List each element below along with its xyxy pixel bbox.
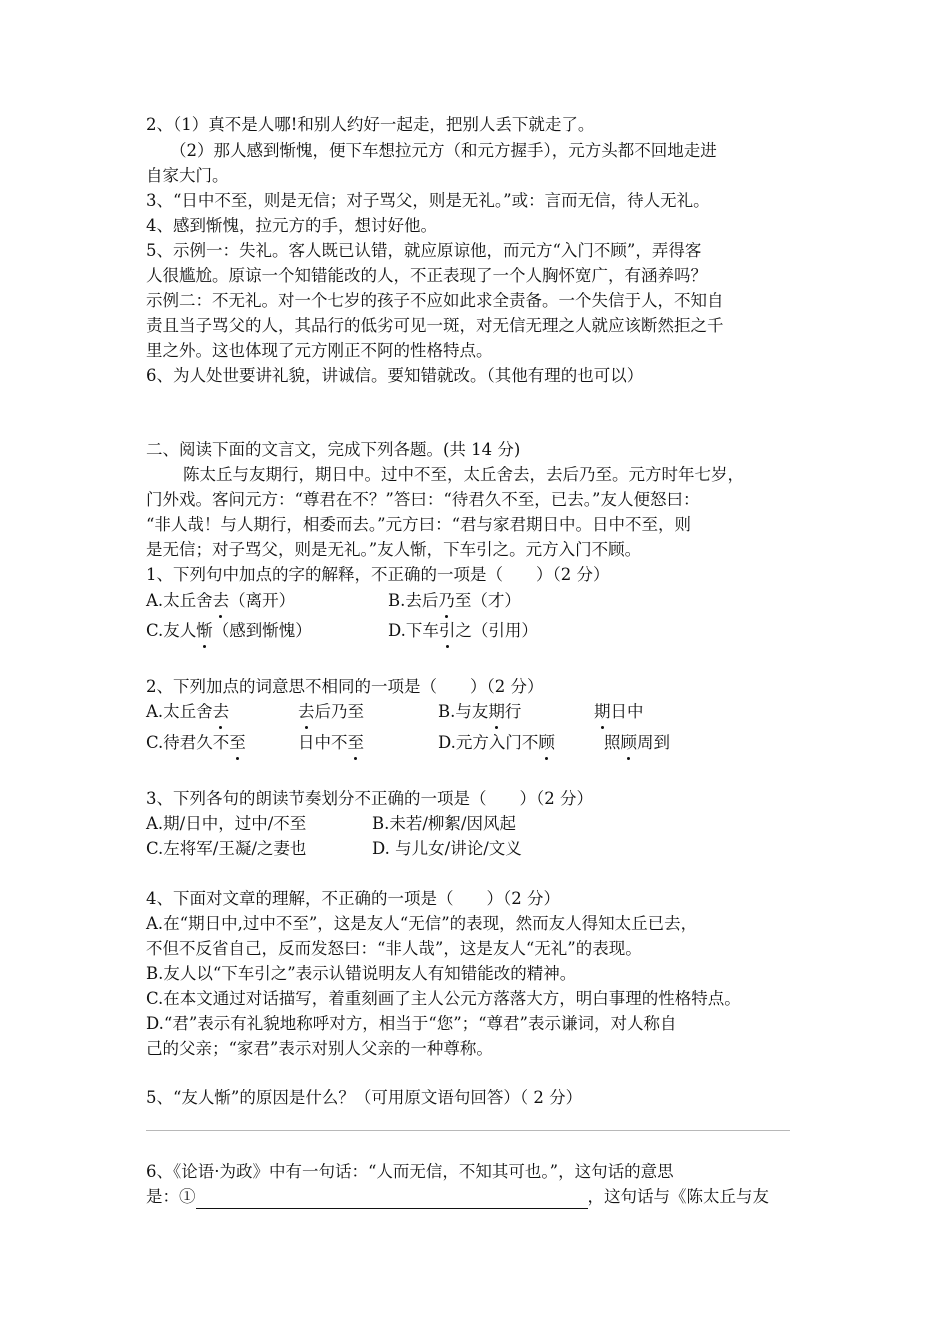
option-text: 至（才） xyxy=(454,591,521,610)
q1-option-b xyxy=(388,589,521,613)
passage-line-1: 陈太丘与友期行，期日中。过中不至，太丘舍去，去后乃至。元方时年七岁， xyxy=(183,465,744,484)
option-text: C.友人 xyxy=(146,621,197,640)
answer-5-line-5: 里之外。这也体现了元方刚正不阿的性格特点。 xyxy=(146,341,493,360)
option-text: C.待君久不 xyxy=(146,733,230,752)
option-text: 行 xyxy=(504,702,522,721)
dotted-char: 引 xyxy=(439,619,456,643)
question-4-stem: 4、下面对文章的理解，不正确的一项是（ ）（2 分） xyxy=(146,889,560,908)
q4-option-b: B.友人以“下车引之”表示认错说明友人有知错能改的精神。 xyxy=(146,964,577,983)
answer-5-line-3: 示例二：不无礼。对一个七岁的孩子不应如此求全责备。一个失信于人，不知自 xyxy=(146,291,724,310)
q3-option-b: B.未若/柳絮/因风起 xyxy=(372,814,516,833)
q2-option-b-first xyxy=(438,700,521,724)
q2-option-b-second xyxy=(594,700,644,724)
answer-5-line-1: 5、示例一：失礼。客人既已认错，就应原谅他，而元方“入门不顾”，弄得客 xyxy=(146,241,702,260)
q2-option-c-second xyxy=(298,731,364,755)
answer-line[interactable] xyxy=(146,1130,790,1131)
option-text: A.太丘舍 xyxy=(146,702,213,721)
option-text: 之（引用） xyxy=(455,621,538,640)
question-6-line-2 xyxy=(146,1185,769,1209)
option-text: 后乃至 xyxy=(314,702,364,721)
option-text: 周到 xyxy=(637,733,670,752)
dotted-char: 至 xyxy=(229,731,246,755)
dotted-char: 顾 xyxy=(538,731,555,755)
q3-option-c: C.左将军/王凝/之妻也 xyxy=(146,839,307,858)
question-1-stem: 1、下列句中加点的字的解释，不正确的一项是（ ）（2 分） xyxy=(146,565,610,584)
fill-in-blank[interactable] xyxy=(196,1190,588,1209)
question-3-stem: 3、下列各句的朗读节奏划分不正确的一项是（ ）（2 分） xyxy=(146,789,593,808)
answer-2-line-3: 自家大门。 xyxy=(146,166,229,185)
dotted-char: 乃 xyxy=(438,589,455,613)
dotted-char: 去 xyxy=(298,700,315,724)
q6-suffix: ，这句话与《陈太丘与友 xyxy=(587,1187,769,1206)
option-text: 日中不 xyxy=(298,733,348,752)
option-text: （离开） xyxy=(229,591,296,610)
option-text: 照 xyxy=(604,733,621,752)
q2-option-a-second xyxy=(298,700,364,724)
q3-option-d: D. 与儿女/讲论/文义 xyxy=(372,839,522,858)
q4-option-c: C.在本文通过对话描写，着重刻画了主人公元方落落大方，明白事理的性格特点。 xyxy=(146,989,741,1008)
question-2-stem: 2、下列加点的词意思不相同的一项是（ ）（2 分） xyxy=(146,677,544,696)
question-6-line-1: 6、《论语·为政》中有一句话：“人而无信，不知其可也。”，这句话的意思 xyxy=(146,1162,674,1181)
question-5-stem: 5、“友人惭”的原因是什么？（可用原文语句回答）（ 2 分） xyxy=(146,1088,583,1107)
option-text: B.与友 xyxy=(438,702,489,721)
answer-6: 6、为人处世要讲礼貌，讲诚信。要知错就改。（其他有理的也可以） xyxy=(146,366,644,385)
q2-option-d-first xyxy=(438,731,555,755)
dotted-char: 惭 xyxy=(196,619,213,643)
option-text: B.去后 xyxy=(388,591,439,610)
passage-line-4: 是无信；对子骂父，则是无礼。”友人惭，下车引之。元方入门不顾。 xyxy=(146,540,642,559)
q4-option-d-line-2: 己的父亲；“家君”表示对别人父亲的一种尊称。 xyxy=(146,1039,493,1058)
q4-option-a-line-1: A.在“期日中,过中不至”，这是友人“无信”的表现，然而友人得知太丘已去， xyxy=(146,914,698,933)
q1-option-d xyxy=(388,619,538,643)
option-text: A.太丘舍 xyxy=(146,591,213,610)
answer-5-line-4: 责且当子骂父的人，其品行的低劣可见一斑，对无信无理之人就应该断然拒之千 xyxy=(146,316,724,335)
dotted-char: 至 xyxy=(348,731,365,755)
option-text: D.下车 xyxy=(388,621,439,640)
answer-4: 4、感到惭愧，拉元方的手，想讨好他。 xyxy=(146,216,437,235)
q1-option-c xyxy=(146,619,312,643)
dotted-char: 去 xyxy=(213,589,230,613)
passage-line-2: 门外戏。客问元方：“尊君在不？”答曰：“待君久不至，已去。”友人便怒曰： xyxy=(146,490,700,509)
dotted-char: 去 xyxy=(213,700,230,724)
option-text: D.元方入门不 xyxy=(438,733,539,752)
option-text: 日中 xyxy=(610,702,644,721)
q2-option-d-second xyxy=(604,731,670,755)
section-2-heading: 二、阅读下面的文言文，完成下列各题。(共 14 分) xyxy=(146,440,521,459)
dotted-char: 顾 xyxy=(621,731,638,755)
q2-option-c-first xyxy=(146,731,246,755)
option-text: （感到惭愧） xyxy=(212,621,312,640)
dotted-char: 期 xyxy=(488,700,505,724)
q3-option-a: A.期/日中，过中/不至 xyxy=(146,814,307,833)
q4-option-a-line-2: 不但不反省自己，反而发怒曰：“非人哉”，这是友人“无礼”的表现。 xyxy=(146,939,642,958)
q2-option-a-first xyxy=(146,700,229,724)
q1-option-a xyxy=(146,589,295,613)
answer-5-line-2: 人很尴尬。原谅一个知错能改的人，不正表现了一个人胸怀宽广，有涵养吗？ xyxy=(146,266,707,285)
passage-line-3: “非人哉！与人期行，相委而去。”元方曰：“君与家君期日中。日中不至，则 xyxy=(146,515,692,534)
q6-prefix: 是：① xyxy=(146,1187,196,1206)
dotted-char: 期 xyxy=(594,700,611,724)
answer-2-line-2: （2）那人感到惭愧，便下车想拉元方（和元方握手），元方头都不回地走进 xyxy=(170,141,717,160)
answer-3: 3、“日中不至，则是无信；对子骂父，则是无礼。”或：言而无信，待人无礼。 xyxy=(146,191,710,210)
answer-2-line-1: 2、（1）真不是人哪!和别人约好一起走，把别人丢下就走了。 xyxy=(146,115,595,134)
q4-option-d-line-1: D.“君”表示有礼貌地称呼对方，相当于“您”；“尊君”表示谦词，对人称自 xyxy=(146,1014,677,1033)
